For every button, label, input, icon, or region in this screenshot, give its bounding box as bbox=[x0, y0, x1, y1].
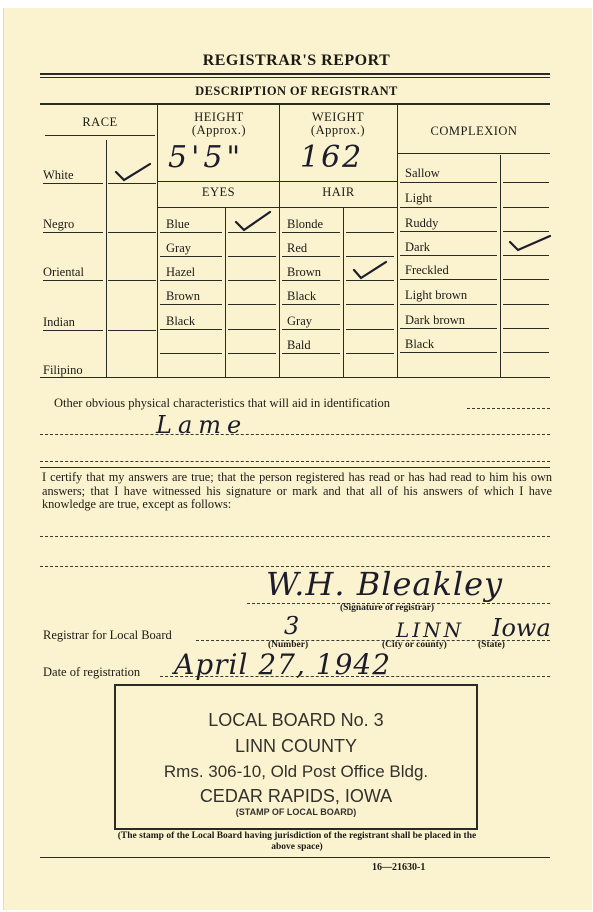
eyes-row-rule bbox=[160, 304, 222, 305]
description-title: DESCRIPTION OF REGISTRANT bbox=[195, 84, 398, 98]
race-row-rule bbox=[108, 330, 156, 331]
hair-row-rule bbox=[346, 329, 394, 330]
race-row-rule bbox=[43, 232, 103, 233]
complexion-row-rule bbox=[400, 279, 497, 280]
hair-row-rule bbox=[346, 304, 394, 305]
hair-row-rule bbox=[282, 329, 340, 330]
local-board-stamp bbox=[114, 684, 478, 830]
signature-caption: (Signature of registrar) bbox=[340, 603, 435, 613]
race-white: White bbox=[43, 168, 74, 182]
weight-header: WEIGHT bbox=[311, 110, 365, 124]
hair-row-rule bbox=[346, 353, 394, 354]
number-caption: (Number) bbox=[268, 640, 309, 650]
race-header: RACE bbox=[82, 115, 118, 129]
other-fill-line bbox=[467, 408, 550, 409]
hair-row-rule bbox=[282, 353, 340, 354]
weight-subheader: (Approx.) bbox=[310, 123, 366, 137]
eyes-row-rule bbox=[160, 353, 222, 354]
hair-red: Red bbox=[287, 241, 308, 255]
state-caption: (State) bbox=[478, 640, 505, 650]
hair-brown: Brown bbox=[287, 265, 322, 279]
complexion-row-rule bbox=[503, 207, 549, 208]
eyes-black: Black bbox=[166, 314, 196, 328]
report-title: REGISTRAR'S REPORT bbox=[202, 52, 391, 69]
complexion-row-rule bbox=[400, 352, 497, 353]
hair-row-rule bbox=[346, 232, 394, 233]
race-row-rule bbox=[108, 232, 156, 233]
table-bottom-rule bbox=[40, 377, 550, 378]
title-rule bbox=[40, 73, 550, 75]
complexion-row-rule bbox=[400, 304, 497, 305]
complexion-row-rule bbox=[503, 328, 549, 329]
eyes-hair-rule bbox=[158, 207, 397, 208]
form-number: 16—21630-1 bbox=[372, 862, 426, 873]
race-oriental: Oriental bbox=[43, 265, 84, 279]
complexion-freckled: Freckled bbox=[405, 263, 449, 277]
complexion-ruddy: Ruddy bbox=[405, 216, 439, 230]
stamp-caption: (STAMP OF LOCAL BOARD) bbox=[235, 807, 357, 817]
hair-bald: Bald bbox=[287, 338, 311, 352]
stamp-line-board: LOCAL BOARD No. 3 bbox=[208, 710, 384, 730]
complexion-row-rule bbox=[503, 255, 549, 256]
stamp-line-address: Rms. 306-10, Old Post Office Bldg. bbox=[163, 762, 429, 781]
eyes-check-mark bbox=[232, 208, 274, 234]
eyes-row-rule bbox=[160, 232, 222, 233]
complexion-row-rule bbox=[503, 279, 549, 280]
stamp-instruction-note: (The stamp of the Local Board having jurisdiction of the registrant shall be placed in the above space) bbox=[117, 831, 477, 852]
grid-line bbox=[225, 208, 226, 377]
complexion-row-rule bbox=[503, 182, 549, 183]
race-row-rule bbox=[43, 280, 103, 281]
race-row-rule bbox=[108, 280, 156, 281]
eyes-row-rule bbox=[228, 304, 276, 305]
race-indian: Indian bbox=[43, 315, 75, 329]
certification-text: I certify that my answers are true; that the person registered has read or has had read to him his own answers; that I have witnessed his signature or mark and that all of his answers of which I have knowledge are true, except as follows: bbox=[42, 470, 552, 511]
complexion-light: Light bbox=[405, 191, 433, 205]
height-value: 5'5" bbox=[168, 140, 245, 175]
grid-line bbox=[279, 105, 280, 377]
eyes-brown: Brown bbox=[166, 289, 201, 303]
complexion-row-rule bbox=[400, 255, 497, 256]
board-number-value: 3 bbox=[284, 612, 300, 640]
complexion-light-brown: Light brown bbox=[405, 288, 468, 302]
weight-value: 162 bbox=[300, 140, 364, 175]
hair-row-rule bbox=[282, 256, 340, 257]
registration-date-label: Date of registration bbox=[43, 665, 141, 679]
complexion-row-rule bbox=[503, 304, 549, 305]
eyes-row-rule bbox=[160, 256, 222, 257]
registrar-signature: W.H. Bleakley bbox=[266, 565, 504, 603]
title-rule-thin bbox=[40, 77, 550, 78]
complexion-row-rule bbox=[400, 207, 497, 208]
stamp-line-county: LINN COUNTY bbox=[234, 736, 357, 756]
complexion-header: COMPLEXION bbox=[430, 124, 518, 138]
complexion-black: Black bbox=[405, 337, 435, 351]
board-county-value: LINN bbox=[396, 618, 465, 642]
complexion-row-rule bbox=[400, 231, 497, 232]
county-caption: (City or county) bbox=[382, 640, 447, 650]
eyes-blue: Blue bbox=[166, 217, 190, 231]
complexion-check-mark bbox=[506, 232, 552, 254]
complexion-dark: Dark bbox=[405, 240, 430, 254]
eyes-row-rule bbox=[228, 256, 276, 257]
complexion-row-rule bbox=[400, 182, 497, 183]
hair-top-rule bbox=[280, 181, 397, 182]
other-characteristics-value: Lame bbox=[156, 411, 248, 439]
hair-row-rule bbox=[282, 280, 340, 281]
eyes-row-rule bbox=[228, 329, 276, 330]
height-subheader: (Approx.) bbox=[191, 123, 247, 137]
hair-header: HAIR bbox=[322, 185, 355, 199]
race-filipino: Filipino bbox=[43, 363, 83, 377]
other-characteristics-label: Other obvious physical characteristics that will aid in identification bbox=[54, 396, 391, 410]
hair-blonde: Blonde bbox=[287, 217, 324, 231]
grid-line bbox=[106, 140, 107, 377]
table-top-rule bbox=[40, 103, 550, 105]
complexion-header-rule bbox=[398, 153, 550, 154]
hair-row-rule bbox=[282, 304, 340, 305]
grid-line bbox=[500, 155, 501, 377]
complexion-sallow: Sallow bbox=[405, 166, 440, 180]
registrar-board-label: Registrar for Local Board bbox=[43, 628, 172, 642]
bottom-rule bbox=[40, 857, 550, 858]
hair-black: Black bbox=[287, 289, 317, 303]
hair-row-rule bbox=[282, 232, 340, 233]
stamp-line-city: CEDAR RAPIDS, IOWA bbox=[199, 786, 393, 806]
complexion-row-rule bbox=[400, 328, 497, 329]
race-row-rule bbox=[43, 183, 103, 184]
section-rule bbox=[40, 467, 550, 468]
grid-line bbox=[343, 208, 344, 377]
eyes-hazel: Hazel bbox=[166, 265, 196, 279]
race-header-rule bbox=[45, 135, 155, 136]
hair-check-mark bbox=[350, 258, 390, 282]
eyes-top-rule bbox=[158, 181, 279, 182]
hair-gray: Gray bbox=[287, 314, 312, 328]
board-state-value: Iowa bbox=[492, 614, 551, 642]
complexion-dark-brown: Dark brown bbox=[405, 313, 466, 327]
eyes-header: EYES bbox=[201, 185, 236, 199]
grid-line bbox=[397, 105, 398, 377]
registration-date-value: April 27, 1942 bbox=[174, 648, 392, 681]
exceptions-line bbox=[40, 536, 550, 537]
other-fill-line bbox=[40, 461, 550, 462]
complexion-row-rule bbox=[503, 352, 549, 353]
other-fill-line bbox=[40, 434, 550, 435]
grid-line bbox=[157, 105, 158, 377]
eyes-row-rule bbox=[160, 280, 222, 281]
hair-row-rule bbox=[346, 256, 394, 257]
race-check-mark bbox=[112, 158, 154, 184]
race-row-rule bbox=[43, 330, 103, 331]
race-negro: Negro bbox=[43, 217, 75, 231]
eyes-gray: Gray bbox=[166, 241, 191, 255]
height-header: HEIGHT bbox=[194, 110, 244, 124]
eyes-row-rule bbox=[160, 329, 222, 330]
eyes-row-rule bbox=[228, 280, 276, 281]
eyes-row-rule bbox=[228, 353, 276, 354]
